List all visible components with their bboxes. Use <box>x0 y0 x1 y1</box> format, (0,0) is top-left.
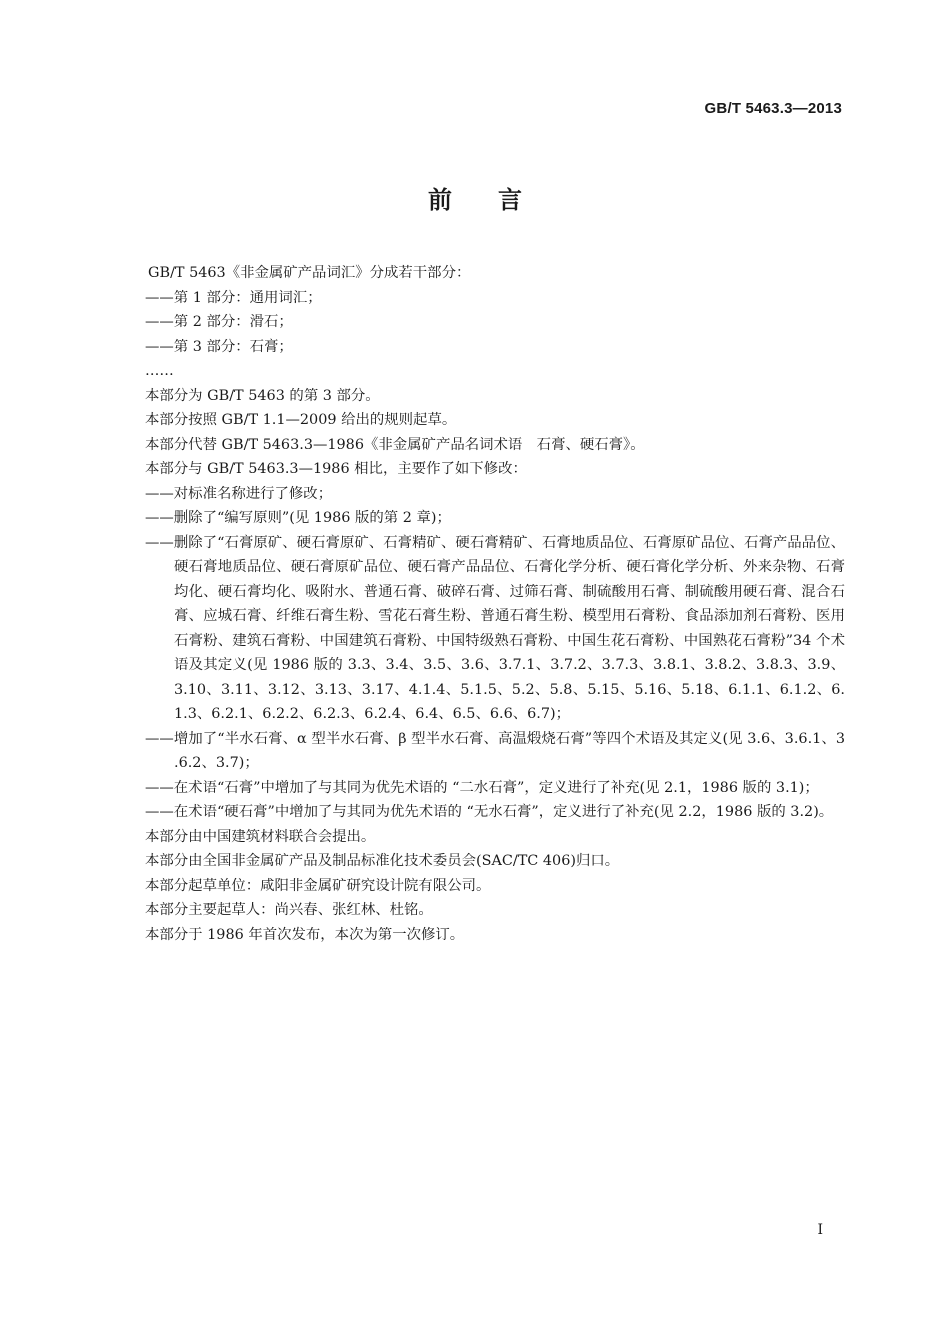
intro-paragraph: GB/T 5463《非金属矿产品词汇》分成若干部分： <box>148 265 471 281</box>
paragraph: 本部分由中国建筑材料联合会提出。 <box>145 828 376 845</box>
ellipsis: …… <box>145 363 174 379</box>
change-list-item: ——增加了“半水石膏、α 型半水石膏、β 型半水石膏、高温煅烧石膏”等四个术语及其定义(见 3.6、3.6.1、3.6.2、3.7)； <box>145 730 845 771</box>
paragraph: 本部分代替 GB/T 5463.3—1986《非金属矿产品名词术语 石膏、硬石膏》。 <box>145 436 645 453</box>
page-number: I <box>817 1222 823 1238</box>
paragraph: 本部分与 GB/T 5463.3—1986 相比，主要作了如下修改： <box>145 461 527 477</box>
paragraph: 本部分按照 GB/T 1.1—2009 给出的规则起草。 <box>145 412 457 428</box>
change-list-item: ——对标准名称进行了修改； <box>145 485 333 502</box>
change-list-item: ——删除了“石膏原矿、硬石膏原矿、石膏精矿、硬石膏精矿、石膏地质品位、石膏原矿品位、石膏产品品位、硬石膏地质品位、硬石膏原矿品位、硬石膏产品品位、石膏化学分析、硬石膏化学分析、外来杂物、石膏均化、硬石膏均化、吸附水、普通石膏、破碎石膏、过筛石膏、制硫酸用石膏、制硫酸用硬石膏、混合石膏、应城石膏、纤维石膏生粉、雪花石膏生粉、普通石膏生粉、模型用石膏粉、食品添加剂石膏粉、医用石膏粉、建筑石膏粉、中国建筑石膏粉、中国特级熟石膏粉、中国生花石膏粉、中国熟花石膏粉”34 个术语及其定义(见 1986 版的 3.3、3.4、3.5、3.6、3.7.1、3.7.2、3.7.3、3.8.1、3.8.2、3.8.3、3.9、3.10、3.11、3.12、3.13、3.17、4.1.4、5.1.5、5.2、5.8、5.15、5.16、5.18、6.1.1、6.1.2、6.1.3、6.2.1、6.2.2、6.2.3、6.2.4、6.4、6.5、6.6、6.7)； <box>145 534 845 722</box>
paragraph: 本部分由全国非金属矿产品及制品标准化技术委员会(SAC/TC 406)归口。 <box>145 853 620 869</box>
paragraph: 本部分主要起草人：尚兴春、张红林、杜铭。 <box>145 902 433 918</box>
standard-number: GB/T 5463.3—2013 <box>704 100 842 117</box>
foreword-body <box>145 261 845 947</box>
paragraph: 本部分于 1986 年首次发布，本次为第一次修订。 <box>145 926 465 943</box>
part-list-item: ——第 3 部分：石膏； <box>145 338 293 355</box>
paragraph: 本部分起草单位：咸阳非金属矿研究设计院有限公司。 <box>145 877 491 894</box>
change-list-item: ——删除了“编写原则”(见 1986 版的第 2 章)； <box>145 510 451 526</box>
paragraph: 本部分为 GB/T 5463 的第 3 部分。 <box>145 387 380 404</box>
change-list-item: ——在术语“硬石膏”中增加了与其同为优先术语的 “无水石膏”，定义进行了补充(见 2.2，1986 版的 3.2)。 <box>145 804 834 820</box>
change-list-item: ——在术语“石膏”中增加了与其同为优先术语的 “二水石膏”，定义进行了补充(见 2.1，1986 版的 3.1)； <box>145 779 819 796</box>
page-title: 前言 <box>428 186 568 214</box>
part-list-item: ——第 1 部分：通用词汇； <box>145 289 322 306</box>
part-list-item: ——第 2 部分：滑石； <box>145 314 293 330</box>
